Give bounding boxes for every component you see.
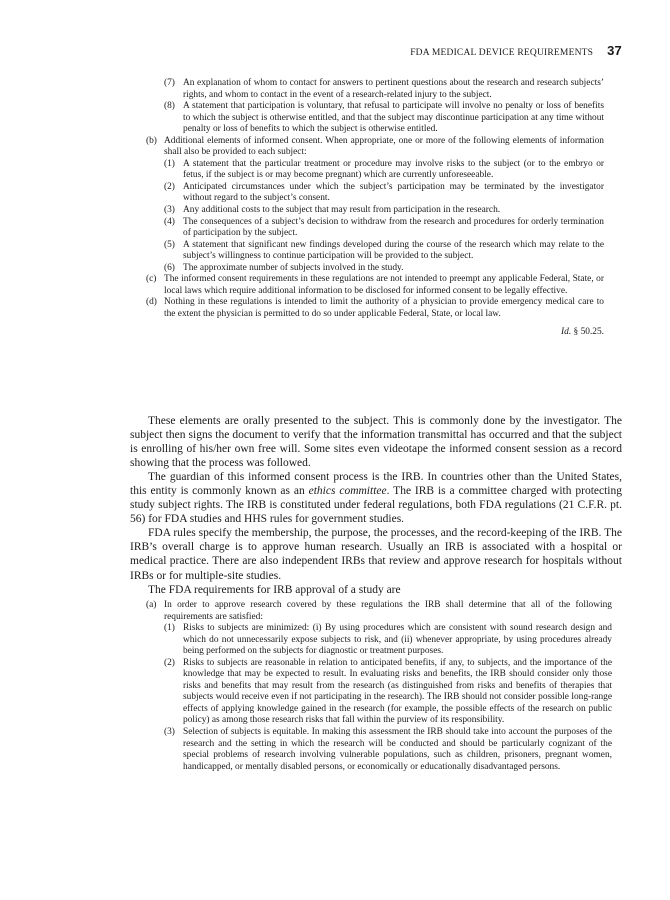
paragraph-1: These elements are orally presented to the subject. This is commonly done by the investigator. The subject then signs the document to verify that the information transmittal has occurred and that the subject is enrolling of his/her own free will. Some sites even videotape the informed consent session as a record showing that the process was followed. — [130, 415, 622, 470]
list-item-text: An explanation of whom to contact for answers to pertinent questions about the research and research subjects’ rights, and whom to contact in the event of a research-related injury to the subject. — [183, 78, 604, 100]
list-item — [146, 101, 604, 136]
list-item-text: The approximate number of subjects involved in the study. — [183, 262, 404, 273]
informed-consent-excerpt — [146, 78, 604, 339]
citation — [146, 327, 604, 339]
citation-section: § 50.25. — [573, 327, 604, 338]
list-item-marker: (2) — [164, 657, 175, 668]
list-item-marker: (1) — [164, 158, 175, 169]
list-item — [146, 297, 604, 320]
list-item — [146, 205, 604, 217]
list-item-text: Anticipated circumstances under which the subject’s participation may be terminated by the investigator without regard to the subject’s consent. — [183, 181, 604, 204]
paragraph-4: The FDA requirements for IRB approval of a study are — [148, 583, 401, 596]
list-item-text: Nothing in these regulations is intended to limit the authority of a physician to provide emergency medical care to the extent the physician is permitted to do so under applicable Federal, State, or local law. — [164, 297, 604, 319]
list-item-marker: (6) — [164, 262, 175, 273]
list-item-text: A statement that significant new findings developed during the course of the research which may relate to the subject’s willingness to continue participation will be provided to the subject. — [183, 239, 604, 262]
list-item-marker: (4) — [164, 216, 175, 227]
page-number: 37 — [607, 43, 622, 58]
list-item-marker: (c) — [146, 274, 157, 285]
list-item — [146, 217, 604, 240]
list-item-text: Any additional costs to the subject that may result from participation in the research. — [183, 205, 501, 216]
list-item — [146, 240, 604, 263]
list-item-marker: (1) — [164, 623, 175, 634]
list-item-marker: (5) — [164, 239, 175, 250]
list-item — [146, 182, 604, 205]
list-item — [146, 623, 612, 658]
list-item-marker: (3) — [164, 205, 175, 216]
ethics-committee-term: ethics committee — [308, 485, 387, 498]
list-item-marker: (b) — [146, 135, 157, 146]
list-item-marker: (2) — [164, 181, 175, 192]
paragraph-3: FDA rules specify the membership, the purpose, the processes, and the record-keeping of the IRB. The IRB’s overall charge is to approve human research. Usually an IRB is associated with a hospital or medical practice. There are also independent IRBs that review and approve research for hospitals without IRBs or for multiple-site studies. — [130, 527, 622, 582]
list-item-text: A statement that participation is voluntary, that refusal to participate will involve no penalty or loss of benefits to which the subject is otherwise entitled, and that the subject may discontinue participation at any time without penalty or loss of benefits to which the subject is otherwise entitled. — [183, 101, 604, 135]
list-item-marker: (8) — [164, 101, 175, 112]
paragraph-2 — [130, 470, 622, 526]
list-item — [146, 600, 612, 623]
list-item-marker: (7) — [164, 78, 175, 88]
list-item — [146, 274, 604, 297]
header-title: FDA MEDICAL DEVICE REQUIREMENTS — [410, 48, 594, 58]
list-item-marker: (d) — [146, 297, 157, 308]
list-item-text: The informed consent requirements in these regulations are not intended to preempt any applicable Federal, State, or local laws which require additional information to be disclosed for informed consent to be legally effective. — [164, 274, 604, 296]
list-item — [146, 159, 604, 182]
list-item — [146, 136, 604, 159]
list-item-text: Risks to subjects are minimized: (i) By using procedures which are consistent with sound research design and which do not unnecessarily expose subjects to risk, and (ii) whenever appropriate, by using procedures already being performed on the subjects for diagnostic or treatment purposes. — [183, 623, 612, 657]
excerpt-list — [146, 78, 604, 320]
list-item-text: Selection of subjects is equitable. In making this assessment the IRB should take into account the purposes of the research and the setting in which the research will be conducted and should be particularly cognizant of the special problems of research involving vulnerable populations, such as children, prisoners, pregnant women, handicapped, or mentally disabled persons, or economically or educationally disadvantaged persons. — [183, 727, 612, 772]
list-item-marker: (3) — [164, 727, 175, 738]
list-item-text: In order to approve research covered by these regulations the IRB shall determine that all of the following requirements are satisfied: — [164, 600, 612, 622]
running-header — [410, 43, 622, 58]
list-item — [146, 727, 612, 773]
irb-requirements-excerpt — [146, 600, 612, 773]
excerpt-list — [146, 600, 612, 773]
list-item-text: Additional elements of informed consent. When appropriate, one or more of the following elements of information shall also be provided to each subject: — [164, 135, 604, 158]
citation-id: Id. — [561, 327, 572, 338]
list-item — [146, 78, 604, 101]
paragraph-2-part-a: The guardian of this informed consent process is the IRB. In countries other than the United States, this entity is commonly known as an — [130, 471, 622, 498]
list-item-marker: (a) — [146, 600, 157, 610]
list-item — [146, 263, 604, 275]
body-text — [130, 414, 622, 597]
list-item-text: Risks to subjects are reasonable in relation to anticipated benefits, if any, to subjects, and the importance of the knowledge that may be expected to result. In evaluating risks and benefits, the IRB should consider only those risks and benefits that may result from the research (as distinguished from risks and benefits of therapies that subjects would receive even if not participating in the research). The IRB should not consider possible long-range effects of applying knowledge gained in the research (for example, the possible effects of the research on public policy) as among those research risks that fall within the purview of its responsibility. — [183, 657, 612, 726]
list-item — [146, 658, 612, 727]
list-item-text: The consequences of a subject’s decision to withdraw from the research and procedures for orderly termination of participation by the subject. — [183, 216, 604, 239]
paragraph-2-part-b: . The IRB is a committee charged with protecting study subject rights. The IRB is constituted under federal regulations, both FDA regulations (21 C.F.R. pt. 56) for FDA studies and HHS rules for government studies. — [130, 485, 622, 526]
list-item-text: A statement that the particular treatment or procedure may involve risks to the subject (or to the embryo or fetus, if the subject is or may become pregnant) which are currently unforeseeable. — [183, 158, 604, 181]
